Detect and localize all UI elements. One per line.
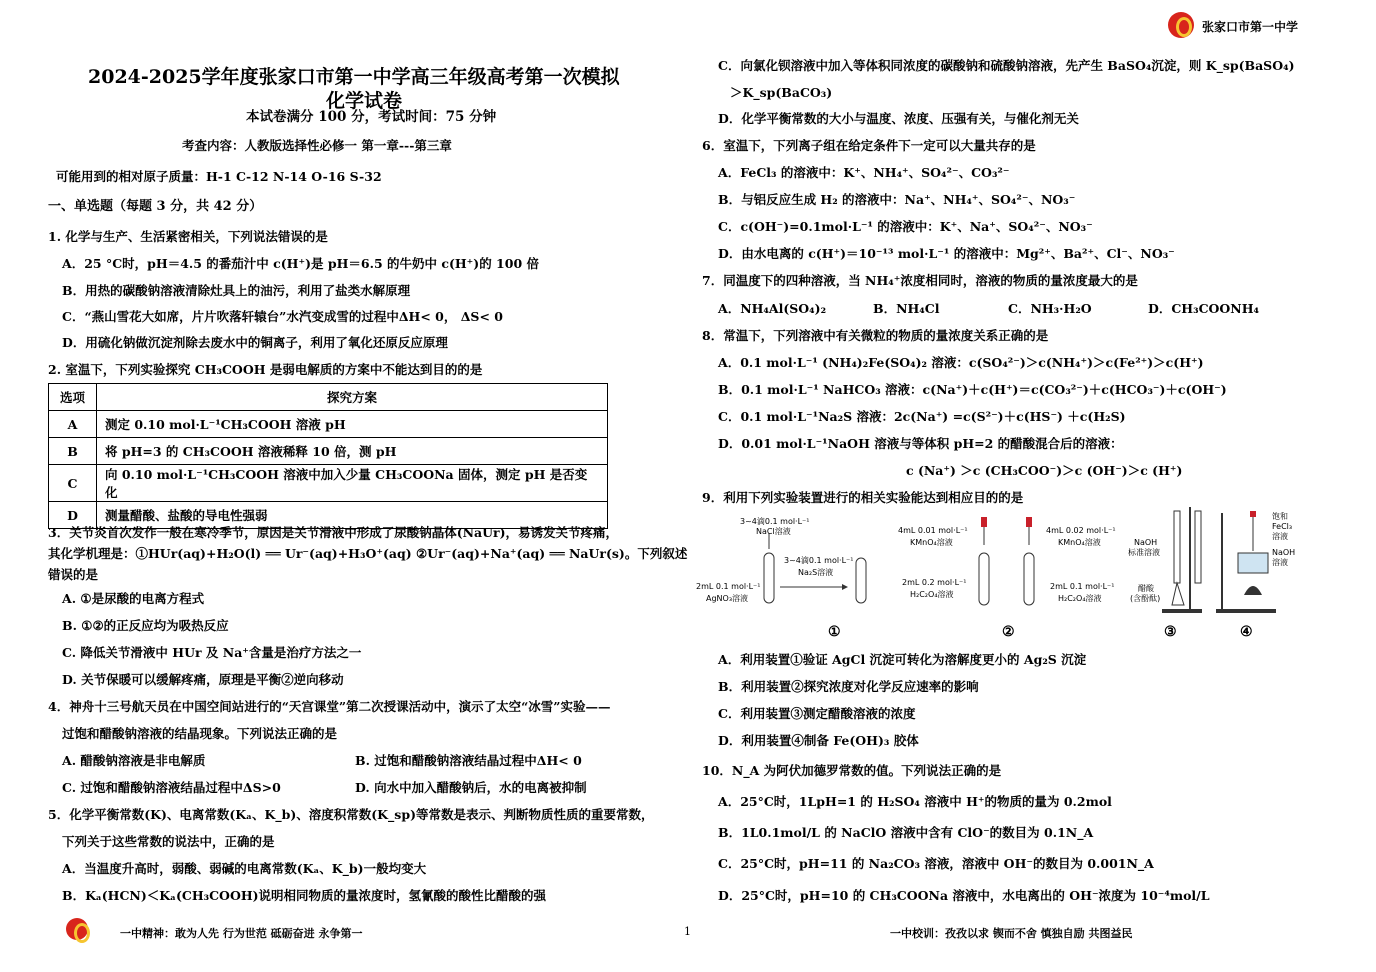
question-line: D．25°C时，pH=10 的 CH₃COONa 溶液中，水电离出的 OH⁻浓度为 10⁻⁴mol/L [718, 888, 1210, 903]
fig1-label: AgNO₃溶液 [706, 594, 749, 603]
question-line: B. ①②的正反应均为吸热反应 [62, 618, 229, 633]
table-header-option: 选项 [49, 384, 97, 411]
question-line: 2. 室温下，下列实验探究 CH₃COOH 是弱电解质的方案中不能达到目的的是 [48, 362, 483, 377]
fig2-label: H₂C₂O₄溶液 [910, 590, 954, 599]
question-line: 错误的是 [48, 567, 99, 582]
question-line: B．用热的碳酸钠溶液清除灶具上的油污，利用了盐类水解原理 [62, 283, 411, 298]
fig4-label: 溶液 [1272, 532, 1288, 541]
fig1-label: Na₂S溶液 [798, 568, 834, 577]
question-line: C．25°C时，pH=11 的 Na₂CO₃ 溶液，溶液中 OH⁻的数目为 0.001N_A [718, 856, 1154, 871]
question-line: 5．化学平衡常数(K)、电离常数(Kₐ、K_b)、溶度积常数(K_sp)等常数是表示、判断物质性质的重要常数， [48, 807, 654, 822]
question-line: 9．利用下列实验装置进行的相关实验能达到相应目的的是 [702, 490, 1024, 505]
table-cell-plan: 向 0.10 mol·L⁻¹CH₃COOH 溶液中加入少量 CH₃COONa 固体，测定 pH 是否变化 [97, 465, 608, 502]
apparatus-2 [898, 517, 1116, 605]
table-row [49, 411, 608, 438]
question-line: 4．神舟十三号航天员在中国空间站进行的“天宫课堂”第二次授课活动中，演示了太空“冰雪”实验—— [48, 699, 611, 714]
atomic-masses: 可能用到的相对原子质量：H-1 C-12 N-14 O-16 S-32 [56, 169, 382, 184]
table-cell-plan: 测量醋酸、盐酸的导电性强弱 [97, 502, 608, 529]
question-line: A．25°C时，1LpH=1 的 H₂SO₄ 溶液中 H⁺的物质的量为 0.2mol [718, 794, 1112, 809]
table-row [49, 438, 608, 465]
question-line: C．“燕山雪花大如席，片片吹落轩辕台”水汽变成雪的过程中ΔH< 0， ΔS< 0 [62, 309, 503, 324]
question-line: A. ①是尿酸的电离方程式 [62, 591, 205, 606]
question-line: B．与铝反应生成 H₂ 的溶液中：Na⁺、NH₄⁺、SO₄²⁻、NO₃⁻ [718, 192, 1076, 207]
question-line: B．利用装置②探究浓度对化学反应速率的影响 [718, 679, 979, 694]
stand-base-icon [1162, 609, 1202, 613]
table-cell-plan: 测定 0.10 mol·L⁻¹CH₃COOH 溶液 pH [97, 411, 608, 438]
question-line: C. 过饱和醋酸钠溶液结晶过程中ΔS>0 [62, 780, 281, 795]
fig4-label: 饱和 [1272, 512, 1288, 521]
question-line: C. 降低关节滑液中 HUr 及 Na⁺含量是治疗方法之一 [62, 645, 362, 660]
school-logo-icon [1168, 12, 1194, 38]
fig4-label: FeCl₃ [1272, 522, 1293, 531]
arrow-head-icon [842, 584, 848, 590]
fig4-label: NaOH [1272, 548, 1296, 557]
question-line: D．利用装置④制备 Fe(OH)₃ 胶体 [718, 733, 919, 748]
fig2-label: 2mL 0.1 mol·L⁻¹ [1050, 582, 1115, 591]
question-line: B．NH₄Cl [873, 301, 940, 316]
fig1-label: 3~4滴0.1 mol·L⁻¹ [784, 556, 854, 565]
question-line: C．利用装置③测定醋酸溶液的浓度 [718, 706, 916, 721]
burette-icon [1174, 511, 1180, 583]
apparatus-figure [692, 505, 1302, 620]
question-line: A．25 °C时，pH＝4.5 的番茄汁中 c(H⁺)是 pH＝6.5 的牛奶中 c(H⁺)的 100 倍 [62, 256, 539, 271]
apparatus-1 [696, 516, 866, 603]
question-line: A．当温度升高时，弱酸、弱碱的电离常数(Kₐ、K_b)一般均变大 [62, 861, 427, 876]
question-line: C．0.1 mol·L⁻¹Na₂S 溶液：2c(Na⁺) =c(S²⁻)＋c(HS⁻) ＋c(H₂S) [718, 409, 1126, 424]
question-line: B．0.1 mol·L⁻¹ NaHCO₃ 溶液：c(Na⁺)＋c(H⁺)＝c(CO₃²⁻)＋c(HCO₃⁻)＋c(OH⁻) [718, 382, 1227, 397]
burner-icon [1244, 586, 1262, 595]
question-line: c (Na⁺) ＞c (CH₃COO⁻)＞c (OH⁻)＞c (H⁺) [906, 463, 1183, 478]
question-line: 下列关于这些常数的说法中，正确的是 [62, 834, 275, 849]
fig2-label: H₂C₂O₄溶液 [1058, 594, 1102, 603]
question-line: D. 关节保暖可以缓解疼痛，原理是平衡②逆向移动 [62, 672, 344, 687]
fig3-label: (含酚酞) [1130, 594, 1161, 603]
question-line: D．由水电离的 c(H⁺)＝10⁻¹³ mol·L⁻¹ 的溶液中：Mg²⁺、Ba²⁺、Cl⁻、NO₃⁻ [718, 246, 1175, 261]
exam-info: 本试卷满分 100 分，考试时间：75 分钟 [246, 109, 497, 125]
question-line: A．FeCl₃ 的溶液中：K⁺、NH₄⁺、SO₄²⁻、CO₃²⁻ [718, 165, 1010, 180]
dropper-icon [981, 517, 987, 527]
fig2-label: KMnO₄溶液 [1058, 538, 1101, 547]
fig1-label: 2mL 0.1 mol·L⁻¹ [696, 582, 761, 591]
question-line: 8．常温下，下列溶液中有关微粒的物质的量浓度关系正确的是 [702, 328, 1049, 343]
fig2-label: KMnO₄溶液 [910, 538, 953, 547]
table-cell-option: B [49, 438, 97, 465]
fig3-label: NaOH [1134, 538, 1158, 547]
figure-label-3: ③ [1164, 624, 1177, 640]
question-line: B. 过饱和醋酸钠溶液结晶过程中ΔH< 0 [355, 753, 582, 768]
footer-motto: 一中精神：敢为人先 行为世范 砥砺奋进 永争第一 [120, 927, 363, 940]
table-row [49, 502, 608, 529]
fig3-label: 标准溶液 [1128, 548, 1160, 557]
fig4-label: 溶液 [1272, 558, 1288, 567]
question-line: A．NH₄Al(SO₄)₂ [718, 301, 827, 316]
fig3-label: 醋酸 [1138, 584, 1154, 593]
figure-label-4: ④ [1240, 624, 1253, 640]
dropper-icon [1026, 517, 1032, 527]
apparatus-4 [1216, 511, 1295, 613]
fig2-label: 2mL 0.2 mol·L⁻¹ [902, 578, 967, 587]
exam-scope: 考查内容：人教版选择性必修一 第一章---第三章 [182, 138, 452, 153]
fig1-label: NaCl溶液 [756, 527, 791, 536]
header-school-name: 张家口市第一中学 [1202, 20, 1299, 34]
test-tube-icon [1024, 553, 1034, 605]
beaker-icon [1238, 553, 1268, 573]
test-tube-icon [856, 558, 866, 603]
question-line: B．1L0.1mol/L 的 NaClO 溶液中含有 ClO⁻的数目为 0.1N_A [718, 825, 1094, 840]
table-cell-option: C [49, 465, 97, 502]
question-line: 10．N_A 为阿伏加德罗常数的值。下列说法正确的是 [702, 763, 1002, 778]
table-cell-option: D [49, 502, 97, 529]
footer-logo-icon [66, 918, 88, 940]
flask-icon [1172, 583, 1184, 605]
question-line: C．c(OH⁻)=0.1mol·L⁻¹ 的溶液中：K⁺、Na⁺、SO₄²⁻、NO₃⁻ [718, 219, 1093, 234]
question2-table [48, 383, 608, 529]
question-line: ＞K_sp(BaCO₃) [730, 85, 833, 100]
question-line: 6．室温下，下列离子组在给定条件下一定可以大量共存的是 [702, 138, 1036, 153]
test-tube-icon [764, 553, 774, 603]
figure-label-2: ② [1002, 624, 1015, 640]
question-line: A．0.1 mol·L⁻¹ (NH₄)₂Fe(SO₄)₂ 溶液：c(SO₄²⁻)＞c(NH₄⁺)＞c(Fe²⁺)＞c(H⁺) [718, 355, 1204, 370]
question-line: 过饱和醋酸钠溶液的结晶现象。下列说法正确的是 [62, 726, 338, 741]
question-line: A．利用装置①验证 AgCl 沉淀可转化为溶解度更小的 Ag₂S 沉淀 [718, 652, 1087, 667]
question-line: D. 向水中加入醋酸钠后，水的电离被抑制 [355, 780, 587, 795]
question-line: C．向氯化钡溶液中加入等体积同浓度的碳酸钠和硫酸钠溶液，先产生 BaSO₄沉淀，则 K_sp(BaSO₄) [718, 58, 1295, 73]
table-header-row [49, 384, 608, 411]
footer-school-motto: 一中校训：孜孜以求 锲而不舍 慎独自励 共图益民 [890, 927, 1133, 940]
fig2-label: 4mL 0.02 mol·L⁻¹ [1046, 526, 1116, 535]
question-line: 1. 化学与生产、生活紧密相关，下列说法错误的是 [48, 229, 328, 244]
question-line: A. 醋酸钠溶液是非电解质 [62, 753, 206, 768]
question-line: D．CH₃COONH₄ [1148, 301, 1260, 316]
question-line: D．化学平衡常数的大小与温度、浓度、压强有关，与催化剂无关 [718, 111, 1079, 126]
table-row [49, 465, 608, 502]
question-line: 其化学机理是：①HUr(aq)+H₂O(l) ══ Ur⁻(aq)+H₃O⁺(aq) ②Ur⁻(aq)+Na⁺(aq) ══ NaUr(s)。下列叙述 [48, 546, 688, 561]
fig1-label: 3~4滴0.1 mol·L⁻¹ [740, 517, 810, 526]
question-line: 3．关节炎首次发作一般在寒冷季节，原因是关节滑液中形成了尿酸钠晶体(NaUr)，易诱发关节疼痛， [48, 525, 619, 540]
dropper-icon [1250, 511, 1256, 517]
apparatus-3 [1128, 507, 1202, 613]
section-title: 一、单选题（每题 3 分，共 42 分） [48, 199, 263, 214]
question-line: D．0.01 mol·L⁻¹NaOH 溶液与等体积 pH=2 的醋酸混合后的溶液： [718, 436, 1123, 451]
test-tube-icon [979, 553, 989, 605]
table-header-plan: 探究方案 [97, 384, 608, 411]
question-line: D．用硫化钠做沉淀剂除去废水中的铜离子，利用了氧化还原反应原理 [62, 335, 448, 350]
page-number: 1 [684, 925, 691, 938]
question-line: B．Kₐ(HCN)＜Kₐ(CH₃COOH)说明相同物质的量浓度时，氢氰酸的酸性比醋酸的强 [62, 888, 547, 903]
question-line: 7．同温度下的四种溶液，当 NH₄⁺浓度相同时，溶液的物质的量浓度最大的是 [702, 273, 1138, 288]
question-line: C．NH₃·H₂O [1008, 301, 1092, 316]
fig2-label: 4mL 0.01 mol·L⁻¹ [898, 526, 968, 535]
exam-subject: 化学试卷 [326, 90, 403, 112]
exam-title: 2024-2025学年度张家口市第一中学高三年级高考第一次模拟 [88, 66, 620, 88]
burette-icon [1195, 511, 1201, 583]
stand-base-icon [1216, 609, 1276, 613]
table-cell-option: A [49, 411, 97, 438]
table-cell-plan: 将 pH=3 的 CH₃COOH 溶液稀释 10 倍，测 pH [97, 438, 608, 465]
figure-label-1: ① [828, 624, 841, 640]
